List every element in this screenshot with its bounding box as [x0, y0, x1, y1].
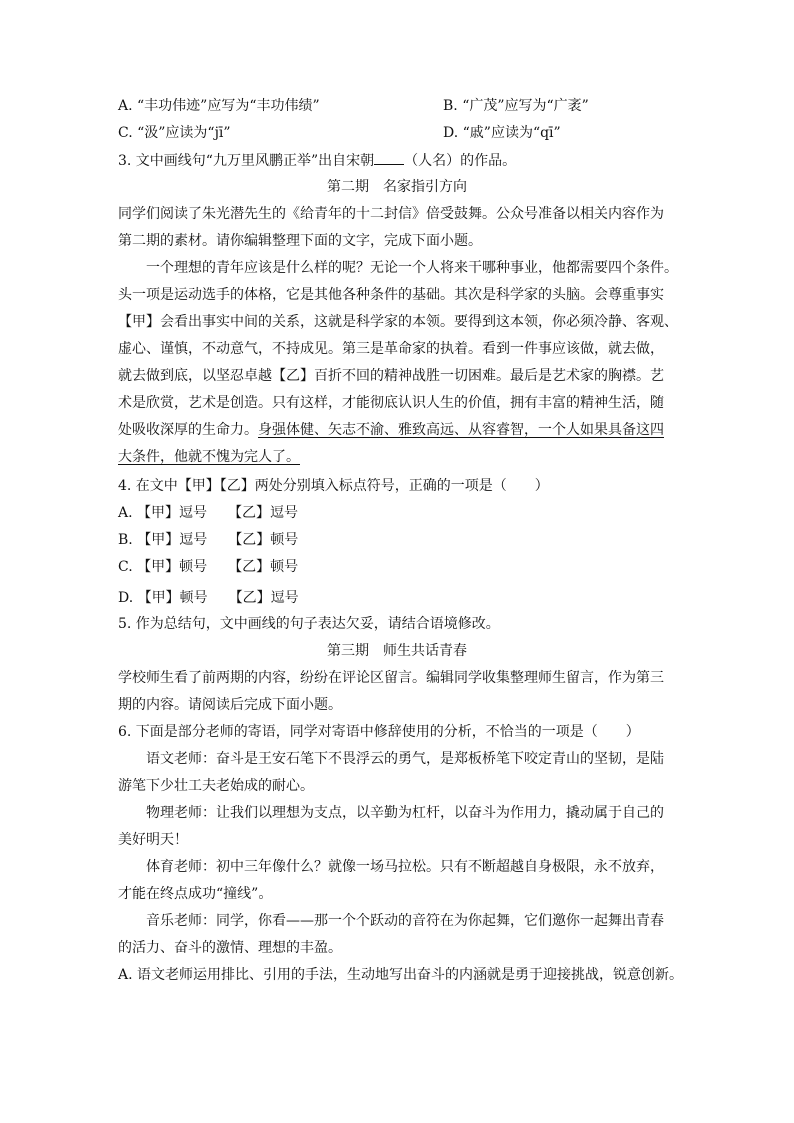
- q6-stem: 6. 下面是部分老师的寄语，同学对寄语中修辞使用的分析，不恰当的一项是（ ）: [118, 724, 640, 740]
- passage-line5: 就去做到底，以坚忍卓越【乙】百折不回的精神战胜一切困难。最后是艺术家的胸襟。艺: [118, 368, 664, 384]
- period3-title: 第三期 师生共话青春: [327, 643, 467, 659]
- passage-line1: 一个理想的青年应该是什么样的呢？无论一个人将来干哪种事业，他都需要四个条件。: [146, 260, 678, 276]
- passage-line2: 头一项是运动选手的体格，它是其他各种条件的基础。其次是科学家的头脑。会尊重事实: [118, 287, 664, 303]
- passage-line7-plain: 处吸收深厚的生命力。: [118, 422, 258, 438]
- q2-option-c: C. “汲”应读为“jī”: [118, 125, 231, 141]
- period2-intro-line1: 同学们阅读了朱光潜先生的《给青年的十二封信》倍受鼓舞。公众号准备以相关内容作为: [118, 206, 664, 222]
- q3-answer-blank[interactable]: [374, 150, 404, 165]
- q6-option-a: A. 语文老师运用排比、引用的手法，生动地写出奋斗的内涵就是勇于迎接挑战，锐意创新。: [118, 967, 684, 983]
- passage-line7: [118, 420, 664, 440]
- chinese-teacher-line2: 游笔下少壮工夫老始成的耐心。: [118, 778, 314, 794]
- q3-stem-after: （人名）的作品。: [404, 153, 517, 169]
- passage-line6: 术是欣赏，艺术是创造。只有这样，才能彻底认识人生的价值，拥有丰富的精神生活，随: [118, 395, 664, 411]
- passage-line4: 虚心、谨慎，不动意气，不持成见。第三是革命家的执着。看到一件事应该做，就去做，: [118, 341, 664, 357]
- period3-intro-line2: 期的内容。请阅读后完成下面小题。: [118, 697, 342, 713]
- music-teacher-line1: 音乐老师：同学，你看——那一个个跃动的音符在为你起舞，它们邀你一起舞出青春: [146, 913, 664, 929]
- period3-intro-line1: 学校师生看了前两期的内容，纷纷在评论区留言。编辑同学收集整理师生留言，作为第三: [118, 670, 664, 686]
- underlined-summary-sentence-part1: 身强体健、矢志不渝、雅致高远、从容睿智，一个人如果具备这四: [258, 422, 664, 438]
- pe-teacher-line2: 才能在终点成功“撞线”。: [118, 886, 273, 902]
- passage-line8: [118, 447, 300, 467]
- period2-intro-line2: 第二期的素材。请你编辑整理下面的文字，完成下面小题。: [118, 233, 482, 249]
- q4-option-b: B. 【甲】逗号 【乙】顿号: [118, 532, 299, 548]
- underlined-summary-sentence-part2: 大条件，他就不愧为完人了。: [118, 449, 300, 465]
- pe-teacher-line1: 体育老师：初中三年像什么？就像一场马拉松。只有不断超越自身极限，永不放弃，: [146, 859, 664, 875]
- q2-option-d: D. “戚”应读为“qī”: [443, 125, 561, 141]
- q4-option-d: D. 【甲】顿号 【乙】逗号: [118, 590, 299, 606]
- physics-teacher-line2: 美好明天！: [118, 832, 188, 848]
- q5-stem: 5. 作为总结句，文中画线的句子表达欠妥，请结合语境修改。: [118, 616, 500, 632]
- music-teacher-line2: 的活力、奋斗的激情、理想的丰盈。: [118, 940, 342, 956]
- q4-option-c: C. 【甲】顿号 【乙】顿号: [118, 559, 299, 575]
- q4-option-a: A. 【甲】逗号 【乙】逗号: [118, 505, 299, 521]
- passage-line3: 【甲】会看出事实中间的关系，这就是科学家的本领。要得到这本领，你必须冷静、客观、: [118, 314, 678, 330]
- q3-stem-before: 3. 文中画线句“九万里风鹏正举”出自宋朝: [118, 153, 375, 169]
- chinese-teacher-line1: 语文老师：奋斗是王安石笔下不畏浮云的勇气，是郑板桥笔下咬定青山的坚韧，是陆: [146, 751, 664, 767]
- physics-teacher-line1: 物理老师：让我们以理想为支点，以辛勤为杠杆，以奋斗为作用力，撬动属于自己的: [146, 805, 664, 821]
- q2-option-b: B. “广茂”应写为“广袤”: [443, 98, 589, 114]
- q4-stem: 4. 在文中【甲】【乙】两处分别填入标点符号，正确的一项是（ ）: [118, 478, 549, 494]
- q3-stem: [118, 150, 516, 171]
- q2-option-a: A. “丰功伟迹”应写为“丰功伟绩”: [118, 98, 320, 114]
- period2-title: 第二期 名家指引方向: [327, 179, 467, 195]
